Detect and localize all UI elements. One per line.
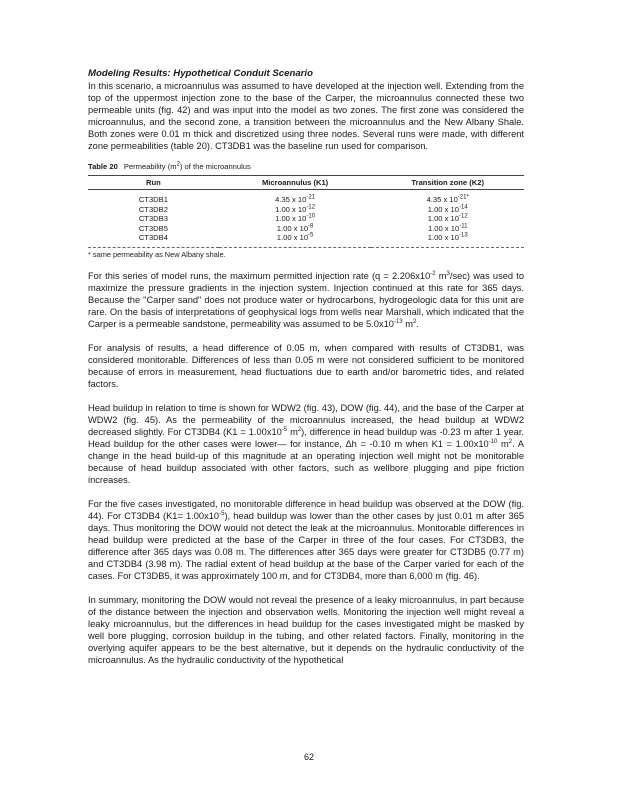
cell-run: CT3DB3 — [138, 214, 168, 224]
table-row — [88, 190, 524, 205]
table-caption — [88, 162, 524, 172]
cell-k1: 4.35 x $10^{-21}$ — [275, 194, 316, 204]
table-label: Table 20 — [88, 162, 118, 171]
table-row — [88, 233, 524, 247]
intro-paragraph: In this scenario, a microannulus was assumed to have developed at the injection well. Extending from the top of the uppermost injection zone to the base of the Carper, the microannulus connected these two permeable units (fig. 42) and was input into the model as two zones. The first zone was considered the microannulus, and the second zone, a transition between the microannulus and the New Albany Shale. Both zones were 0.01 m thick and discretized using three nodes. Several runs were made, with different zone permeabilities (table 20). CT3DB1 was the baseline run used for comparison. — [88, 81, 524, 151]
cell-run: CT3DB4 — [138, 233, 168, 243]
table-footnote: * same permeability as New Albany shale. — [88, 249, 226, 259]
paragraph-injection-rate: For this series of model runs, the maximum permitted injection rate ($q = 2.206x10^{-2}$ $m^3/\sec$) was used to maximize the pressure gradients in the injection system. Injection continued at this rate for 365 days. Because the "Carper sand" does not produce water or hydrocarbons, hydrogeologic data for this unit are rare. On the basis of interpretations of geophysical logs from wells near Marshall, which indicated that the Carper is a permeable sandstone, permeability was assumed to be $5.0x10^{-13}$ $m^2$. — [88, 270, 524, 329]
cell-k1: 1.00 x $10^{-8}$ — [276, 223, 314, 233]
cell-k2: 1.00 x $10^{-13}$ — [427, 232, 468, 243]
table-title-post: ) of the microannulus — [179, 162, 251, 171]
document-page — [88, 68, 524, 678]
table-title-pre: Permeability (m — [123, 162, 177, 171]
page-number: 62 — [303, 752, 314, 762]
paragraph-head-buildup: Head buildup in relation to time is shown for WDW2 (fig. 43), DOW (fig. 44), and the base of the Carper at WDW2 (fig. 45). As the permeability of the microannulus increased, the head buildup at WDW2 decreased slightly. For CT3DB4 ($K1 = 1.00x10^{-5}$ $m^2$), difference in head buildup was -0.23 m after 1 year. Head buildup for the other cases were lower— for instance, Δh = -0.10 m when $K1 = 1.00x10^{-10}$ $m^2$. A change in the head build-up of this magnitude at an operating injection well might not be monitorable because of head buildup associated with other factors, such as wellbore plugging and pipe friction increases. — [88, 402, 524, 485]
paragraph-five-cases: For the five cases investigated, no monitorable difference in head buildup was observed at the DOW (fig. 44). For CT3DB4 $(K1= 1.00x10^{-5})$, head buildup was lower than the other cases by just 0.01 m after 365 days. Thus monitoring the DOW would not detect the leak at the microannulus. Monitorable differences in head buildup were predicted at the base of the Carper in three of the four cases. For CT3DB3, the difference after 365 days was 0.08 m. The differences after 365 days were greater for CT3DB5 (0.77 m) and CT3DB4 (3.98 m). The radial extent of head buildup at the base of the Carper varied for each of the cases. For CT3DB5, it was approximately 100 m, and for CT3DB4, more than 6,000 m (fig. 46). — [88, 498, 524, 581]
cell-k1: 1.00 x $10^{-10}$ — [275, 213, 316, 224]
cell-k2: 1.00 x $10^{-12}$ — [427, 213, 468, 224]
permeability-table — [88, 175, 524, 248]
table-title-sup: 2 — [176, 161, 180, 168]
section-heading: Modeling Results: Hypothetical Conduit Scenario — [88, 68, 313, 79]
header-run: Run — [146, 178, 161, 187]
header-transition-zone: Transition zone (K2) — [411, 178, 484, 187]
cell-run: CT3DB5 — [138, 223, 168, 233]
paragraph-analysis: For analysis of results, a head difference of 0.05 m, when compared with results of CT3DB1, was considered monitorable. Differences of less than 0.05 m were not considered sufficient to be monitored because of errors in measurement, head fluctuations due to earth and/or barometric tides, and related factors. — [88, 342, 524, 389]
header-microannulus: Microannulus (K1) — [261, 178, 329, 187]
paragraph-summary: In summary, monitoring the DOW would not reveal the presence of a leaky microannulus, in part because of the distance between the injection and observation wells. Monitoring the injection well might reveal a leaky microannulus, but the differences in head buildup for the cases investigated might be masked by well bore plugging, corrosion buildup in the tubing, and other related factors. Finally, monitoring in the overlying aquifer appears to be the best alternative, but it depends on the hydraulic conductivity of the microannulus. As the hydraulic conductivity of the hypothetical — [88, 594, 524, 665]
cell-k2: 4.35 x $10^{-21*}$ — [426, 194, 469, 204]
cell-run: CT3DB2 — [138, 204, 168, 214]
cell-k2: 1.00 x $10^{-11}$ — [427, 223, 468, 233]
cell-k1: 1.00 x $10^{-12}$ — [275, 204, 316, 214]
table-header-row — [88, 176, 524, 190]
cell-run: CT3DB1 — [138, 195, 168, 204]
cell-k2: 1.00 x $10^{-14}$ — [427, 204, 468, 214]
cell-k1: 1.00 x $10^{-5}$ — [276, 232, 314, 243]
